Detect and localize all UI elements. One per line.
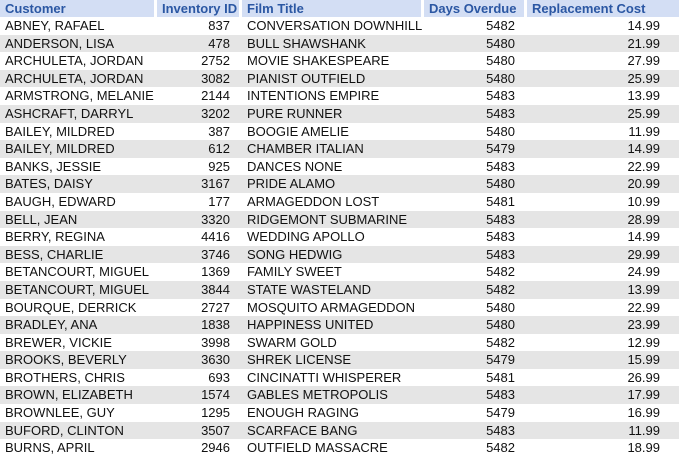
cell-replacement-cost: 14.99 <box>627 18 660 33</box>
table-row[interactable] <box>0 52 679 70</box>
cell-replacement-cost: 16.99 <box>627 405 660 421</box>
cell-customer: BOURQUE, DERRICK <box>5 299 137 315</box>
table-row[interactable] <box>0 281 679 299</box>
cell-days-overdue: 5483 <box>486 158 515 174</box>
cell-inventory-id: 478 <box>208 35 230 51</box>
cell-inventory-id: 2946 <box>201 440 230 456</box>
cell-days-overdue: 5483 <box>486 105 515 121</box>
table-row[interactable] <box>0 123 679 141</box>
cell-inventory-id: 3998 <box>201 334 230 350</box>
cell-customer: BURNS, APRIL <box>5 440 95 456</box>
table-row[interactable] <box>0 386 679 404</box>
table-row[interactable] <box>0 140 679 158</box>
cell-inventory-id: 177 <box>208 193 230 209</box>
column-header-days-overdue[interactable]: Days Overdue <box>424 0 524 17</box>
cell-days-overdue: 5483 <box>486 246 515 262</box>
cell-inventory-id: 3320 <box>201 211 230 227</box>
cell-film-title: ENOUGH RAGING <box>247 405 359 421</box>
table-row[interactable] <box>0 105 679 123</box>
cell-replacement-cost: 14.99 <box>627 141 660 157</box>
cell-film-title: MOVIE SHAKESPEARE <box>247 53 390 69</box>
cell-customer: BETANCOURT, MIGUEL <box>5 264 149 280</box>
cell-customer: ARMSTRONG, MELANIE <box>5 88 154 104</box>
cell-days-overdue: 5480 <box>486 35 515 51</box>
cell-film-title: WEDDING APOLLO <box>247 229 365 245</box>
cell-customer: ANDERSON, LISA <box>5 35 115 51</box>
table-row[interactable] <box>0 35 679 53</box>
table-row[interactable] <box>0 299 679 317</box>
cell-days-overdue: 5479 <box>486 405 515 421</box>
table-row[interactable] <box>0 228 679 246</box>
cell-film-title: SWARM GOLD <box>247 334 337 350</box>
cell-replacement-cost: 23.99 <box>627 317 660 333</box>
cell-days-overdue: 5481 <box>486 369 515 385</box>
table-row[interactable] <box>0 369 679 387</box>
cell-film-title: INTENTIONS EMPIRE <box>247 88 380 104</box>
table-row[interactable] <box>0 263 679 281</box>
cell-customer: BAILEY, MILDRED <box>5 141 115 157</box>
cell-film-title: BULL SHAWSHANK <box>247 35 366 51</box>
cell-days-overdue: 5483 <box>486 88 515 104</box>
column-header-film-title[interactable]: Film Title <box>242 0 421 17</box>
cell-inventory-id: 925 <box>208 158 230 174</box>
cell-inventory-id: 3630 <box>201 352 230 368</box>
cell-customer: BATES, DAISY <box>5 176 93 192</box>
table-row[interactable] <box>0 404 679 422</box>
cell-replacement-cost: 15.99 <box>627 352 660 368</box>
cell-film-title: SCARFACE BANG <box>247 422 358 438</box>
cell-days-overdue: 5479 <box>486 141 515 157</box>
cell-film-title: PRIDE ALAMO <box>247 176 336 192</box>
cell-days-overdue: 5483 <box>486 211 515 227</box>
cell-film-title: GABLES METROPOLIS <box>247 387 388 403</box>
cell-inventory-id: 2752 <box>201 53 230 69</box>
cell-replacement-cost: 14.99 <box>627 229 660 245</box>
cell-replacement-cost: 11.99 <box>628 123 660 139</box>
cell-days-overdue: 5482 <box>486 440 515 456</box>
cell-days-overdue: 5483 <box>486 229 515 245</box>
cell-customer: BREWER, VICKIE <box>5 334 112 350</box>
cell-replacement-cost: 29.99 <box>627 246 660 262</box>
cell-replacement-cost: 25.99 <box>627 105 660 121</box>
cell-replacement-cost: 27.99 <box>627 53 660 69</box>
cell-customer: BRADLEY, ANA <box>5 317 98 333</box>
table-row[interactable] <box>0 70 679 88</box>
cell-inventory-id: 612 <box>208 141 230 157</box>
table-row[interactable] <box>0 351 679 369</box>
cell-film-title: SONG HEDWIG <box>247 246 343 262</box>
cell-days-overdue: 5480 <box>486 176 515 192</box>
cell-replacement-cost: 28.99 <box>627 211 660 227</box>
cell-customer: BROWNLEE, GUY <box>5 405 115 421</box>
cell-replacement-cost: 22.99 <box>627 299 660 315</box>
column-header-replacement-cost[interactable]: Replacement Cost <box>527 0 679 17</box>
cell-replacement-cost: 12.99 <box>627 334 660 350</box>
cell-replacement-cost: 26.99 <box>627 369 660 385</box>
table-row[interactable] <box>0 316 679 334</box>
cell-film-title: STATE WASTELAND <box>247 281 371 297</box>
cell-inventory-id: 3746 <box>201 246 230 262</box>
cell-days-overdue: 5480 <box>486 70 515 86</box>
cell-days-overdue: 5480 <box>486 123 515 139</box>
cell-customer: BELL, JEAN <box>5 211 78 227</box>
cell-film-title: CHAMBER ITALIAN <box>247 141 364 157</box>
cell-replacement-cost: 13.99 <box>627 88 660 104</box>
cell-customer: BROTHERS, CHRIS <box>5 369 125 385</box>
table-row[interactable] <box>0 246 679 264</box>
cell-customer: BESS, CHARLIE <box>5 246 104 262</box>
cell-inventory-id: 693 <box>208 369 230 385</box>
cell-inventory-id: 387 <box>208 123 230 139</box>
cell-inventory-id: 3507 <box>201 422 230 438</box>
cell-days-overdue: 5482 <box>486 264 515 280</box>
table-row[interactable] <box>0 193 679 211</box>
cell-customer: BAILEY, MILDRED <box>5 123 115 139</box>
cell-inventory-id: 3167 <box>201 176 230 192</box>
cell-film-title: PIANIST OUTFIELD <box>247 70 366 86</box>
cell-replacement-cost: 20.99 <box>627 176 660 192</box>
cell-customer: ARCHULETA, JORDAN <box>5 53 144 69</box>
cell-days-overdue: 5479 <box>486 352 515 368</box>
header-row <box>0 0 679 17</box>
cell-customer: BUFORD, CLINTON <box>5 422 124 438</box>
cell-customer: BROWN, ELIZABETH <box>5 387 133 403</box>
cell-days-overdue: 5483 <box>486 387 515 403</box>
cell-film-title: MOSQUITO ARMAGEDDON <box>247 299 416 315</box>
cell-customer: BANKS, JESSIE <box>5 158 102 174</box>
table-row[interactable] <box>0 158 679 176</box>
cell-customer: BAUGH, EDWARD <box>5 193 116 209</box>
table-row[interactable] <box>0 175 679 193</box>
cell-days-overdue: 5483 <box>486 422 515 438</box>
cell-days-overdue: 5481 <box>486 193 515 209</box>
cell-replacement-cost: 13.99 <box>627 281 660 297</box>
table-row[interactable] <box>0 439 679 457</box>
cell-replacement-cost: 25.99 <box>627 70 660 86</box>
cell-days-overdue: 5480 <box>486 53 515 69</box>
table-row[interactable] <box>0 334 679 352</box>
cell-film-title: FAMILY SWEET <box>247 264 342 280</box>
cell-film-title: BOOGIE AMELIE <box>247 123 349 139</box>
cell-customer: BETANCOURT, MIGUEL <box>5 281 149 297</box>
cell-film-title: RIDGEMONT SUBMARINE <box>247 211 408 227</box>
cell-replacement-cost: 11.99 <box>628 422 660 438</box>
cell-customer: ASHCRAFT, DARRYL <box>5 105 134 121</box>
cell-film-title: CINCINATTI WHISPERER <box>247 369 402 385</box>
cell-inventory-id: 3082 <box>201 70 230 86</box>
cell-inventory-id: 2144 <box>201 88 230 104</box>
cell-film-title: PURE RUNNER <box>247 105 343 121</box>
cell-inventory-id: 837 <box>208 18 230 33</box>
cell-inventory-id: 1574 <box>201 387 230 403</box>
cell-film-title: OUTFIELD MASSACRE <box>247 440 388 456</box>
table-row[interactable] <box>0 211 679 229</box>
table-row[interactable] <box>0 422 679 440</box>
cell-days-overdue: 5482 <box>486 18 515 33</box>
cell-film-title: ARMAGEDDON LOST <box>247 193 380 209</box>
cell-replacement-cost: 17.99 <box>627 387 660 403</box>
cell-inventory-id: 4416 <box>201 229 230 245</box>
table-row[interactable] <box>0 87 679 105</box>
cell-inventory-id: 2727 <box>201 299 230 315</box>
cell-customer: ABNEY, RAFAEL <box>5 18 105 33</box>
cell-days-overdue: 5482 <box>486 334 515 350</box>
cell-replacement-cost: 22.99 <box>627 158 660 174</box>
cell-replacement-cost: 21.99 <box>627 35 660 51</box>
cell-film-title: CONVERSATION DOWNHILL <box>247 18 423 33</box>
cell-inventory-id: 1369 <box>201 264 230 280</box>
column-header-inventory-id[interactable]: Inventory ID <box>157 0 239 17</box>
cell-customer: ARCHULETA, JORDAN <box>5 70 144 86</box>
cell-inventory-id: 3202 <box>201 105 230 121</box>
cell-replacement-cost: 10.99 <box>627 193 660 209</box>
cell-replacement-cost: 24.99 <box>627 264 660 280</box>
cell-days-overdue: 5482 <box>486 281 515 297</box>
cell-inventory-id: 1838 <box>201 317 230 333</box>
cell-film-title: DANCES NONE <box>247 158 343 174</box>
cell-days-overdue: 5480 <box>486 299 515 315</box>
cell-days-overdue: 5480 <box>486 317 515 333</box>
cell-inventory-id: 1295 <box>201 405 230 421</box>
table-body <box>0 17 679 457</box>
cell-film-title: HAPPINESS UNITED <box>247 317 374 333</box>
cell-film-title: SHREK LICENSE <box>247 352 352 368</box>
cell-customer: BROOKS, BEVERLY <box>5 352 127 368</box>
cell-replacement-cost: 18.99 <box>627 440 660 456</box>
cell-inventory-id: 3844 <box>201 281 230 297</box>
column-header-customer[interactable]: Customer <box>0 0 154 17</box>
cell-customer: BERRY, REGINA <box>5 229 105 245</box>
table-row[interactable] <box>0 17 679 35</box>
